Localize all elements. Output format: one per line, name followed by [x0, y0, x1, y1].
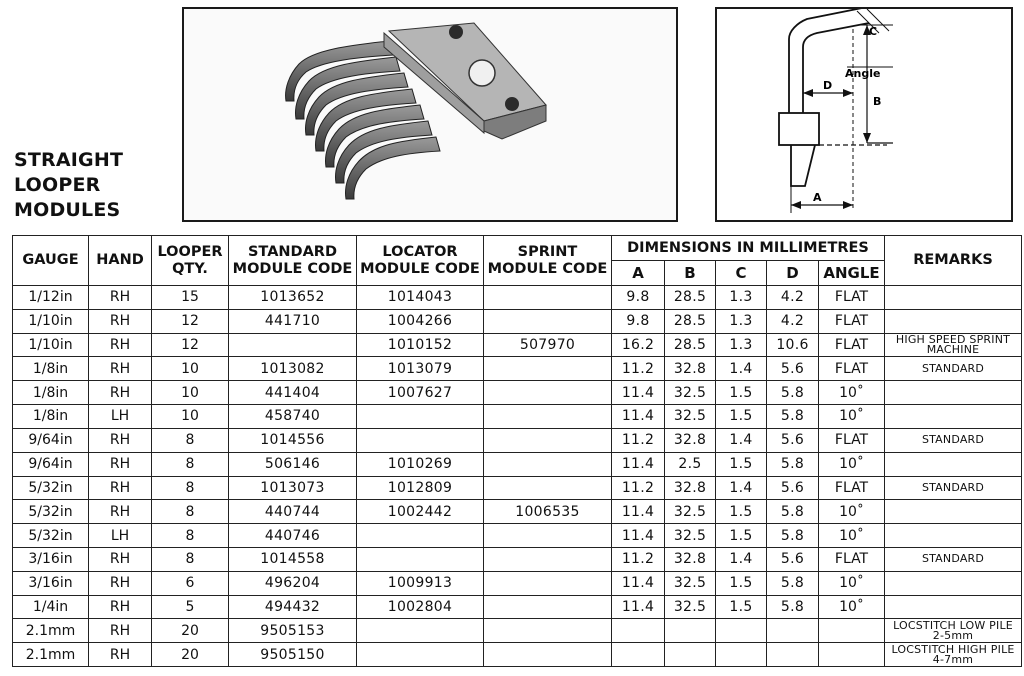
cell-remarks: [885, 309, 1022, 333]
cell-standard-code: 440746: [229, 524, 357, 548]
cell-dim-c: 1.5: [716, 405, 767, 429]
header-dim-angle: ANGLE: [819, 261, 885, 286]
cell-dim-d: 4.2: [767, 286, 819, 310]
cell-gauge: 3/16in: [13, 571, 89, 595]
header-sprint-module-code: [484, 236, 612, 286]
table-row: [13, 571, 1022, 595]
cell-dim-d: 5.8: [767, 524, 819, 548]
cell-dim-b: 28.5: [665, 309, 716, 333]
looper-module-photo: [182, 7, 678, 222]
cell-dim-a: 11.4: [612, 571, 665, 595]
cell-dim-c: 1.3: [716, 286, 767, 310]
cell-remarks: [885, 595, 1022, 619]
cell-sprint-code: [484, 405, 612, 429]
cell-gauge: 2.1mm: [13, 643, 89, 667]
cell-dim-b: 32.5: [665, 381, 716, 405]
cell-sprint-code: [484, 547, 612, 571]
cell-dim-a: 11.4: [612, 500, 665, 524]
cell-hand: RH: [89, 428, 152, 452]
cell-standard-code: 441404: [229, 381, 357, 405]
cell-dim-c: 1.4: [716, 428, 767, 452]
cell-hand: RH: [89, 595, 152, 619]
cell-angle: FLAT: [819, 547, 885, 571]
cell-dim-c: 1.5: [716, 381, 767, 405]
cell-dim-b: 32.5: [665, 405, 716, 429]
cell-dim-d: 5.6: [767, 357, 819, 381]
header-remarks: REMARKS: [885, 236, 1022, 286]
cell-looper-qty: 10: [152, 381, 229, 405]
cell-angle: FLAT: [819, 357, 885, 381]
cell-locator-code: 1002442: [357, 500, 484, 524]
cell-gauge: 9/64in: [13, 428, 89, 452]
cell-dim-c: 1.4: [716, 547, 767, 571]
table-row: [13, 476, 1022, 500]
cell-remarks: [885, 405, 1022, 429]
header-dim-b: B: [665, 261, 716, 286]
cell-looper-qty: 20: [152, 619, 229, 643]
cell-gauge: 1/4in: [13, 595, 89, 619]
cell-looper-qty: 5: [152, 595, 229, 619]
cell-dim-c: 1.5: [716, 524, 767, 548]
cell-standard-code: 496204: [229, 571, 357, 595]
cell-angle: 10˚: [819, 571, 885, 595]
cell-standard-code: 1014556: [229, 428, 357, 452]
cell-dim-a: 11.4: [612, 595, 665, 619]
cell-dim-d: [767, 643, 819, 667]
cell-dim-b: 32.8: [665, 476, 716, 500]
angle-label: Angle: [845, 67, 881, 80]
header-locator-line-2: MODULE CODE: [360, 260, 480, 277]
cell-looper-qty: 8: [152, 428, 229, 452]
cell-angle: 10˚: [819, 524, 885, 548]
cell-dim-c: [716, 643, 767, 667]
cell-hand: RH: [89, 643, 152, 667]
looper-dimension-drawing: [717, 9, 1011, 220]
cell-hand: RH: [89, 619, 152, 643]
table-row: [13, 619, 1022, 643]
cell-sprint-code: [484, 619, 612, 643]
dimension-a-label: A: [813, 191, 822, 204]
cell-dim-d: 5.8: [767, 452, 819, 476]
cell-dim-d: 5.8: [767, 500, 819, 524]
table-row: [13, 547, 1022, 571]
cell-sprint-code: 1006535: [484, 500, 612, 524]
cell-remarks: STANDARD: [885, 357, 1022, 381]
cell-dim-c: 1.4: [716, 476, 767, 500]
looper-modules-table: [12, 235, 1022, 667]
cell-dim-b: 32.8: [665, 428, 716, 452]
cell-sprint-code: [484, 595, 612, 619]
cell-dim-d: 10.6: [767, 333, 819, 357]
cell-dim-d: 5.8: [767, 381, 819, 405]
cell-dim-a: 11.4: [612, 405, 665, 429]
header-sprint-line-1: SPRINT: [517, 243, 578, 260]
cell-standard-code: 1013073: [229, 476, 357, 500]
header-sprint-line-2: MODULE CODE: [487, 260, 608, 277]
title-line-1: STRAIGHT: [14, 149, 124, 171]
cell-locator-code: [357, 405, 484, 429]
header-standard-module-code: [229, 236, 357, 286]
cell-hand: RH: [89, 476, 152, 500]
cell-hand: RH: [89, 357, 152, 381]
cell-dim-d: 5.6: [767, 428, 819, 452]
cell-dim-a: 9.8: [612, 286, 665, 310]
cell-dim-a: 11.2: [612, 476, 665, 500]
cell-locator-code: [357, 643, 484, 667]
page-title: [14, 148, 123, 223]
table-row: [13, 286, 1022, 310]
cell-dim-b: 32.8: [665, 357, 716, 381]
dimension-d-label: D: [823, 79, 833, 92]
cell-angle: FLAT: [819, 309, 885, 333]
cell-gauge: 1/10in: [13, 309, 89, 333]
cell-dim-d: 4.2: [767, 309, 819, 333]
cell-dim-a: 11.4: [612, 524, 665, 548]
header-hand: HAND: [89, 236, 152, 286]
cell-sprint-code: 507970: [484, 333, 612, 357]
cell-standard-code: 441710: [229, 309, 357, 333]
cell-hand: LH: [89, 524, 152, 548]
cell-sprint-code: [484, 571, 612, 595]
cell-dim-c: 1.5: [716, 571, 767, 595]
table-row: [13, 428, 1022, 452]
cell-locator-code: 1002804: [357, 595, 484, 619]
cell-gauge: 5/32in: [13, 476, 89, 500]
dimension-b-label: B: [873, 95, 882, 108]
cell-remarks: [885, 381, 1022, 405]
header-looper-qty-line-2: QTY.: [172, 260, 208, 277]
cell-gauge: 3/16in: [13, 547, 89, 571]
cell-dim-c: [716, 619, 767, 643]
cell-hand: RH: [89, 309, 152, 333]
cell-hand: RH: [89, 286, 152, 310]
cell-standard-code: [229, 333, 357, 357]
cell-remarks: STANDARD: [885, 428, 1022, 452]
cell-remarks: [885, 286, 1022, 310]
cell-sprint-code: [484, 452, 612, 476]
cell-dim-c: 1.3: [716, 309, 767, 333]
cell-dim-b: 32.8: [665, 547, 716, 571]
cell-sprint-code: [484, 476, 612, 500]
cell-standard-code: 9505153: [229, 619, 357, 643]
cell-dim-a: 11.4: [612, 452, 665, 476]
header-dimensions: DIMENSIONS IN MILLIMETRES: [612, 236, 885, 261]
cell-hand: LH: [89, 405, 152, 429]
cell-hand: RH: [89, 547, 152, 571]
cell-locator-code: [357, 619, 484, 643]
cell-dim-a: 11.2: [612, 357, 665, 381]
cell-remarks: [885, 571, 1022, 595]
header-looper-qty: [152, 236, 229, 286]
cell-standard-code: 1013652: [229, 286, 357, 310]
header-dim-a: A: [612, 261, 665, 286]
cell-standard-code: 1014558: [229, 547, 357, 571]
cell-dim-a: 9.8: [612, 309, 665, 333]
cell-angle: 10˚: [819, 381, 885, 405]
cell-dim-b: 32.5: [665, 595, 716, 619]
cell-locator-code: 1014043: [357, 286, 484, 310]
cell-locator-code: [357, 547, 484, 571]
cell-angle: [819, 643, 885, 667]
cell-sprint-code: [484, 309, 612, 333]
cell-dim-b: 32.5: [665, 500, 716, 524]
cell-locator-code: 1007627: [357, 381, 484, 405]
header-locator-line-1: LOCATOR: [382, 243, 458, 260]
cell-looper-qty: 20: [152, 643, 229, 667]
table-row: [13, 381, 1022, 405]
cell-standard-code: 494432: [229, 595, 357, 619]
cell-looper-qty: 8: [152, 500, 229, 524]
cell-dim-a: 11.4: [612, 381, 665, 405]
cell-dim-c: 1.5: [716, 500, 767, 524]
cell-gauge: 1/8in: [13, 405, 89, 429]
cell-dim-b: 32.5: [665, 524, 716, 548]
cell-gauge: 9/64in: [13, 452, 89, 476]
cell-gauge: 1/12in: [13, 286, 89, 310]
cell-looper-qty: 8: [152, 452, 229, 476]
cell-gauge: 1/8in: [13, 381, 89, 405]
cell-dim-c: 1.5: [716, 452, 767, 476]
cell-looper-qty: 6: [152, 571, 229, 595]
cell-dim-a: 16.2: [612, 333, 665, 357]
cell-angle: 10˚: [819, 500, 885, 524]
cell-angle: 10˚: [819, 595, 885, 619]
cell-dim-c: 1.4: [716, 357, 767, 381]
cell-locator-code: 1004266: [357, 309, 484, 333]
dimension-diagram: [715, 7, 1013, 222]
table-row: [13, 524, 1022, 548]
header-standard-line-2: MODULE CODE: [232, 260, 353, 277]
cell-angle: FLAT: [819, 476, 885, 500]
cell-dim-d: 5.8: [767, 405, 819, 429]
cell-angle: FLAT: [819, 333, 885, 357]
table-row: [13, 643, 1022, 667]
table-row: [13, 500, 1022, 524]
cell-dim-a: 11.2: [612, 428, 665, 452]
cell-dim-b: [665, 619, 716, 643]
cell-looper-qty: 8: [152, 476, 229, 500]
cell-hand: RH: [89, 452, 152, 476]
cell-remarks: STANDARD: [885, 476, 1022, 500]
cell-angle: FLAT: [819, 428, 885, 452]
cell-gauge: 1/10in: [13, 333, 89, 357]
module-block: [384, 23, 546, 139]
cell-standard-code: 458740: [229, 405, 357, 429]
cell-looper-qty: 8: [152, 524, 229, 548]
cell-standard-code: 9505150: [229, 643, 357, 667]
cell-locator-code: 1013079: [357, 357, 484, 381]
cell-gauge: 1/8in: [13, 357, 89, 381]
cell-angle: 10˚: [819, 405, 885, 429]
cell-standard-code: 1013082: [229, 357, 357, 381]
cell-looper-qty: 8: [152, 547, 229, 571]
cell-sprint-code: [484, 357, 612, 381]
table-row: [13, 309, 1022, 333]
cell-dim-d: [767, 619, 819, 643]
cell-dim-b: [665, 643, 716, 667]
cell-locator-code: 1010152: [357, 333, 484, 357]
cell-looper-qty: 12: [152, 309, 229, 333]
cell-dim-d: 5.6: [767, 547, 819, 571]
header-locator-module-code: [357, 236, 484, 286]
header-gauge: GAUGE: [13, 236, 89, 286]
cell-remarks: LOCSTITCH HIGH PILE 4-7mm: [885, 643, 1022, 667]
table-row: [13, 452, 1022, 476]
cell-gauge: 5/32in: [13, 500, 89, 524]
cell-gauge: 2.1mm: [13, 619, 89, 643]
cell-locator-code: [357, 524, 484, 548]
cell-dim-b: 32.5: [665, 571, 716, 595]
cell-remarks: LOCSTITCH LOW PILE 2-5mm: [885, 619, 1022, 643]
table-row: [13, 405, 1022, 429]
cell-sprint-code: [484, 524, 612, 548]
dimension-c-label: C: [869, 25, 878, 38]
cell-hand: RH: [89, 381, 152, 405]
cell-angle: [819, 619, 885, 643]
header-standard-line-1: STANDARD: [247, 243, 338, 260]
cell-looper-qty: 10: [152, 405, 229, 429]
cell-remarks: [885, 524, 1022, 548]
cell-standard-code: 440744: [229, 500, 357, 524]
title-line-3: MODULES: [14, 199, 121, 221]
cell-dim-c: 1.5: [716, 595, 767, 619]
title-line-2: LOOPER: [14, 174, 101, 196]
cell-dim-a: [612, 619, 665, 643]
header-dim-d: D: [767, 261, 819, 286]
cell-dim-a: [612, 643, 665, 667]
cell-remarks: STANDARD: [885, 547, 1022, 571]
looper-module-illustration: [184, 9, 676, 220]
header-looper-qty-line-1: LOOPER: [157, 243, 223, 260]
cell-looper-qty: 12: [152, 333, 229, 357]
cell-dim-d: 5.8: [767, 595, 819, 619]
cell-locator-code: [357, 428, 484, 452]
cell-dim-c: 1.3: [716, 333, 767, 357]
table-row: [13, 357, 1022, 381]
cell-hand: RH: [89, 333, 152, 357]
cell-remarks: HIGH SPEED SPRINT MACHINE: [885, 333, 1022, 357]
cell-dim-d: 5.8: [767, 571, 819, 595]
table-row: [13, 595, 1022, 619]
cell-gauge: 5/32in: [13, 524, 89, 548]
cell-dim-a: 11.2: [612, 547, 665, 571]
table-row: [13, 333, 1022, 357]
cell-dim-b: 2.5: [665, 452, 716, 476]
cell-sprint-code: [484, 428, 612, 452]
cell-angle: 10˚: [819, 452, 885, 476]
cell-hand: RH: [89, 500, 152, 524]
cell-dim-b: 28.5: [665, 286, 716, 310]
cell-remarks: [885, 500, 1022, 524]
cell-angle: FLAT: [819, 286, 885, 310]
cell-looper-qty: 15: [152, 286, 229, 310]
cell-dim-d: 5.6: [767, 476, 819, 500]
cell-locator-code: 1009913: [357, 571, 484, 595]
cell-hand: RH: [89, 571, 152, 595]
cell-sprint-code: [484, 381, 612, 405]
cell-standard-code: 506146: [229, 452, 357, 476]
header-dim-c: C: [716, 261, 767, 286]
cell-looper-qty: 10: [152, 357, 229, 381]
table-body: [13, 286, 1022, 667]
cell-sprint-code: [484, 643, 612, 667]
cell-locator-code: 1012809: [357, 476, 484, 500]
cell-sprint-code: [484, 286, 612, 310]
cell-dim-b: 28.5: [665, 333, 716, 357]
cell-remarks: [885, 452, 1022, 476]
cell-locator-code: 1010269: [357, 452, 484, 476]
